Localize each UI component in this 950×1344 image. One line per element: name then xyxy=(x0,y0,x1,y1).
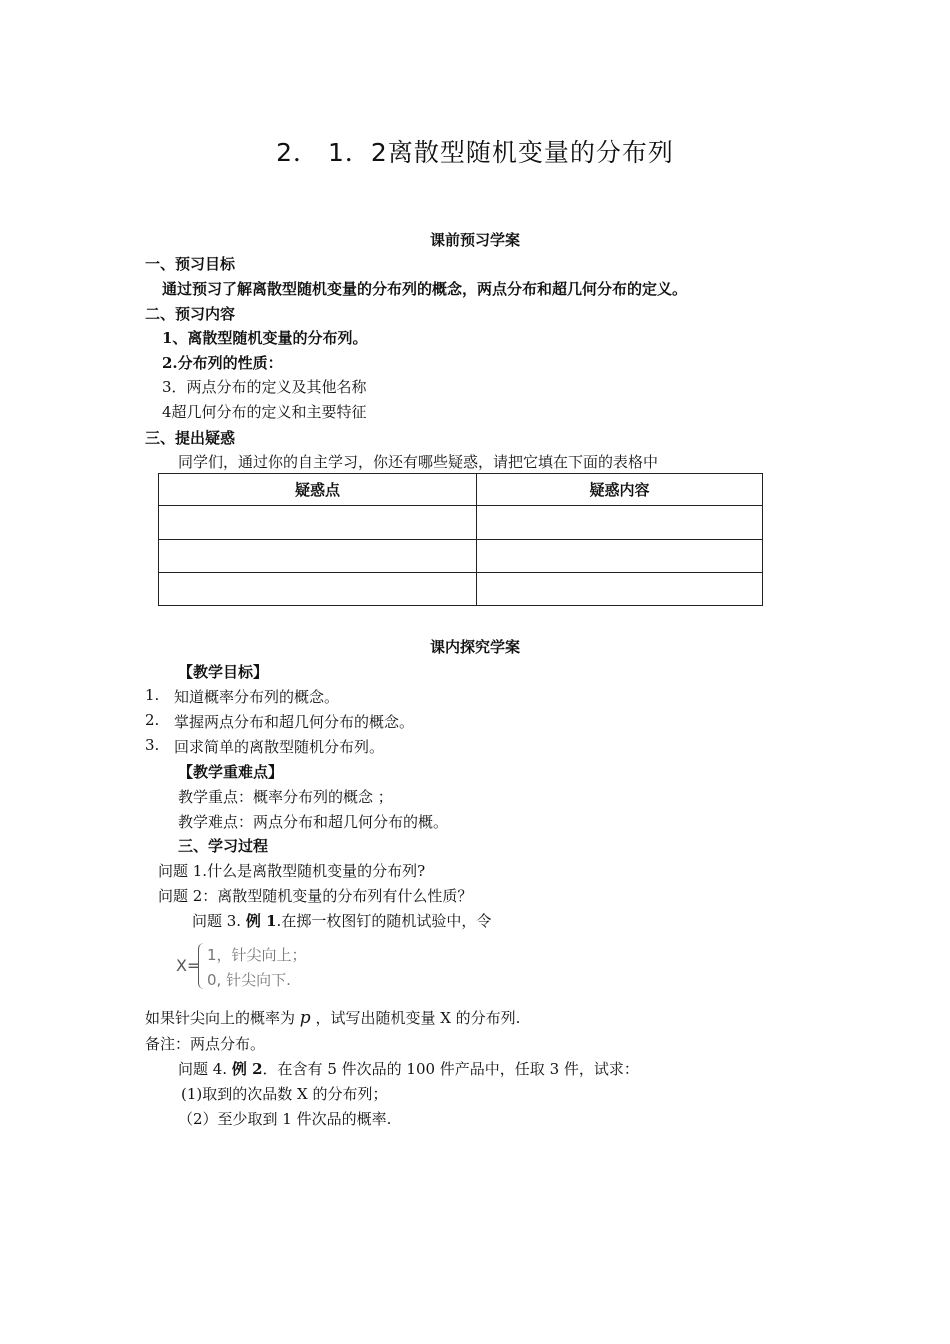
table-cell[interactable] xyxy=(159,506,477,540)
goal-text-3: 回求简单的离散型随机分布列。 xyxy=(174,738,385,756)
page-title: 2． 1．2离散型随机变量的分布列 xyxy=(276,138,674,167)
probability-p: p xyxy=(299,1008,311,1028)
table-row xyxy=(159,540,763,573)
doubts-table xyxy=(158,473,763,606)
table-header-doubt-content: 疑惑内容 xyxy=(477,474,763,506)
preview-goal-title: 一、预习目标 xyxy=(145,255,236,273)
question-4-sub-1: (1)取到的次品数 X 的分布列； xyxy=(181,1085,388,1103)
goal-number-3: 3. xyxy=(145,736,160,754)
question-3-prefix: 问题 3. xyxy=(192,912,242,930)
question-4 xyxy=(178,1058,639,1079)
example-1-label: 例 1 xyxy=(245,912,277,930)
table-header-row xyxy=(159,474,763,506)
table-cell[interactable] xyxy=(477,506,763,540)
goal-number-1: 1. xyxy=(145,686,160,704)
preview-item-1: 1、离散型随机变量的分布列。 xyxy=(162,329,368,347)
table-row xyxy=(159,506,763,540)
table-row xyxy=(159,573,763,606)
question-3-after-1: 如果针尖向上的概率为 xyxy=(145,1009,296,1027)
note-two-point: 备注：两点分布。 xyxy=(145,1035,266,1053)
piecewise-case-2: 0, 针尖向下. xyxy=(207,971,291,989)
question-3-text: .在掷一枚图钉的随机试验中，令 xyxy=(276,912,492,930)
question-1: 问题 1.什么是离散型随机变量的分布列? xyxy=(158,862,426,880)
question-3 xyxy=(192,910,491,931)
table-cell[interactable] xyxy=(159,540,477,573)
question-2: 问题 2：离散型随机变量的分布列有什么性质？ xyxy=(158,887,473,905)
key-point-text: 教学重点：概率分布列的概念 ； xyxy=(178,788,393,806)
doubts-title: 三、提出疑惑 xyxy=(145,429,236,447)
key-points-title: 【教学重难点】 xyxy=(178,763,284,781)
piecewise-variable: X= xyxy=(176,956,201,975)
table-cell[interactable] xyxy=(477,540,763,573)
question-4-sub-2: （2）至少取到 1 件次品的概率. xyxy=(178,1110,392,1128)
piecewise-case-1: 1，针尖向上； xyxy=(207,946,307,964)
goal-number-2: 2. xyxy=(145,711,160,729)
table-header-doubt-point: 疑惑点 xyxy=(159,474,477,506)
question-3-after-2: ，试写出随机变量 X 的分布列. xyxy=(315,1009,521,1027)
goal-text-2: 掌握两点分布和超几何分布的概念。 xyxy=(174,713,415,731)
difficult-point-text: 教学难点：两点分布和超几何分布的概。 xyxy=(178,813,449,831)
preview-item-4: 4超几何分布的定义和主要特征 xyxy=(162,403,367,421)
inclass-section-heading: 课内探究学案 xyxy=(429,638,520,656)
question-4-prefix: 问题 4. xyxy=(178,1060,228,1078)
preview-content-title: 二、预习内容 xyxy=(145,305,236,323)
question-3-continuation xyxy=(145,1007,520,1028)
example-2-label: 例 2 xyxy=(231,1060,263,1078)
question-4-text: ．在含有 5 件次品的 100 件产品中，任取 3 件，试求： xyxy=(262,1060,639,1078)
table-cell[interactable] xyxy=(159,573,477,606)
doubts-instruction: 同学们，通过你的自主学习，你还有哪些疑惑，请把它填在下面的表格中 xyxy=(178,453,659,471)
process-title: 三、学习过程 xyxy=(178,837,269,855)
preview-item-2: 2.分布列的性质： xyxy=(162,354,283,372)
preview-item-3: 3．两点分布的定义及其他名称 xyxy=(162,378,367,396)
table-cell[interactable] xyxy=(477,573,763,606)
preview-section-heading: 课前预习学案 xyxy=(429,231,520,249)
preview-goal-text: 通过预习了解离散型随机变量的分布列的概念，两点分布和超几何分布的定义。 xyxy=(162,280,688,298)
piecewise-brace xyxy=(198,943,207,989)
goal-text-1: 知道概率分布列的概念。 xyxy=(174,688,340,706)
teaching-goal-title: 【教学目标】 xyxy=(178,663,269,681)
